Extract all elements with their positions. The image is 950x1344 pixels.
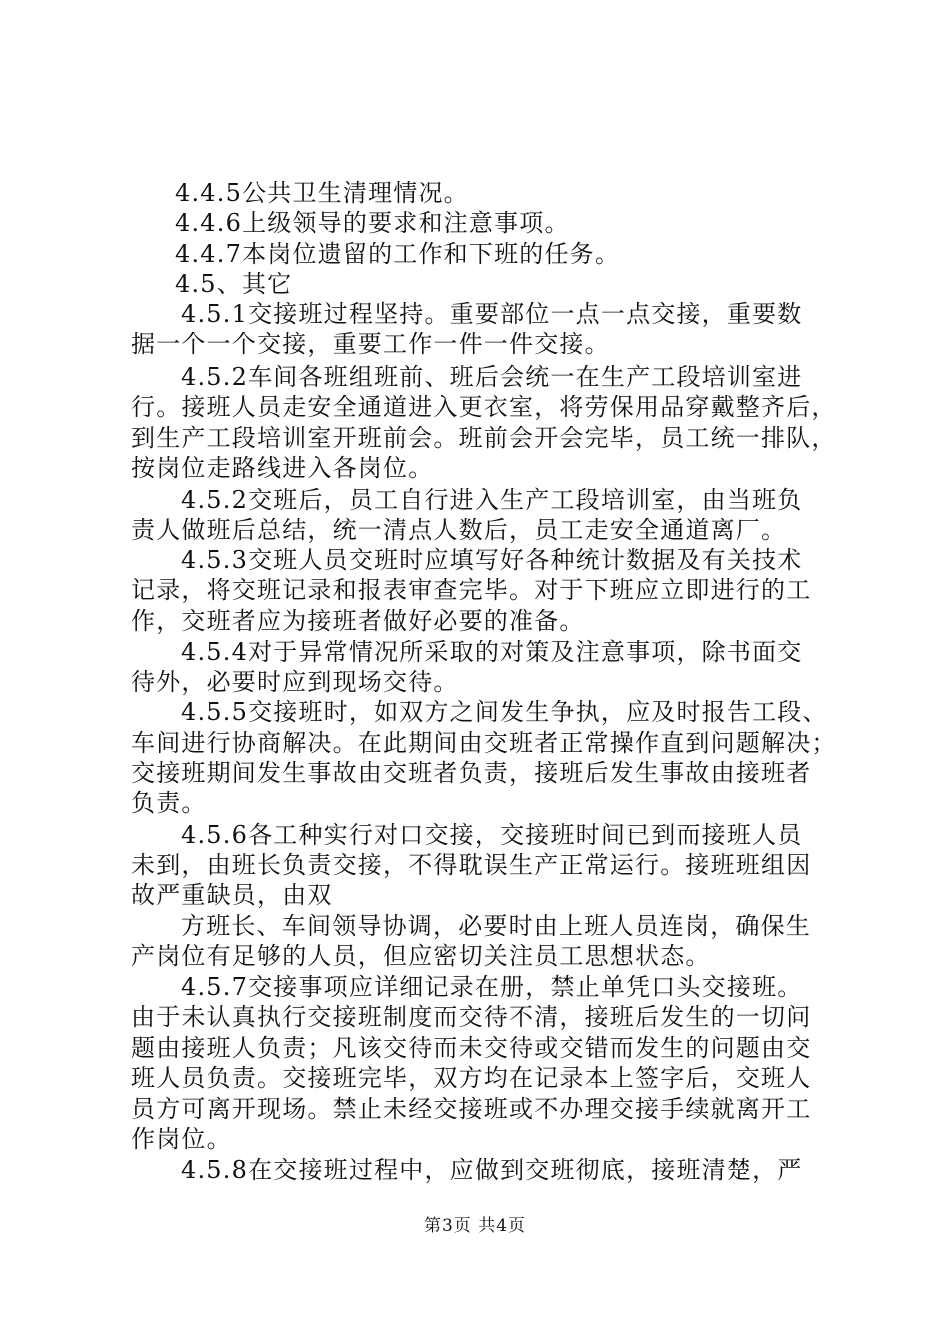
body-line: 班人员负责。交接班完毕，双方均在记录本上签字后，交班人	[131, 1064, 812, 1092]
body-line: 题由接班人负责；凡该交待而未交待或交错而发生的问题由交	[131, 1034, 812, 1062]
body-line: 员方可离开现场。禁止未经交接班或不办理交接手续就离开工	[131, 1095, 812, 1123]
body-line: 4.5.4对于异常情况所采取的对策及注意事项，除书面交	[181, 638, 803, 666]
body-line: 4.5.3交班人员交班时应填写好各种统计数据及有关技术	[181, 546, 803, 574]
body-line: 4.5.2交班后，员工自行进入生产工段培训室，由当班负	[181, 486, 803, 514]
body-line: 4.4.7本岗位遗留的工作和下班的任务。	[175, 240, 621, 268]
body-line: 4.5.6各工种实行对口交接，交接班时间已到而接班人员	[181, 821, 803, 849]
body-line: 交接班期间发生事故由交班者负责，接班后发生事故由接班者	[131, 759, 812, 787]
body-line: 据一个一个交接，重要工作一件一件交接。	[131, 330, 610, 358]
body-line: 故严重缺员，由双	[131, 881, 333, 909]
body-line: 4.4.6上级领导的要求和注意事项。	[175, 209, 570, 237]
body-line: 负责。	[131, 789, 207, 817]
body-line: 行。接班人员走安全通道进入更衣室，将劳保用品穿戴整齐后，	[131, 393, 837, 421]
body-line: 4.5.8在交接班过程中，应做到交班彻底，接班清楚，严	[181, 1156, 803, 1184]
body-line: 待外，必要时应到现场交待。	[131, 668, 459, 696]
body-line: 记录，将交班记录和报表审查完毕。对于下班应立即进行的工	[131, 576, 812, 604]
body-line: 产岗位有足够的人员，但应密切关注员工思想状态。	[131, 942, 711, 970]
body-line: 4.4.5公共卫生清理情况。	[175, 179, 469, 207]
body-line: 未到，由班长负责交接，不得耽误生产正常运行。接班班组因	[131, 851, 812, 879]
body-line: 4.5.1交接班过程坚持。重要部位一点一点交接，重要数	[181, 300, 803, 328]
body-line: 车间进行协商解决。在此期间由交班者正常操作直到问题解决；	[131, 729, 837, 757]
body-line: 4.5.5交接班时，如双方之间发生争执，应及时报告工段、	[181, 698, 828, 726]
body-line: 按岗位走路线进入各岗位。	[131, 454, 434, 482]
body-line: 到生产工段培训室开班前会。班前会开会完毕，员工统一排队，	[131, 424, 837, 452]
body-line: 4.5、其它	[175, 270, 293, 298]
body-line: 由于未认真执行交接班制度而交待不清，接班后发生的一切问	[131, 1003, 812, 1031]
body-line: 4.5.7交接事项应详细记录在册，禁止单凭口头交接班。	[181, 973, 803, 1001]
body-line: 作，交班者应为接班者做好必要的准备。	[131, 607, 585, 635]
body-line: 方班长、车间领导协调，必要时由上班人员连岗，确保生	[181, 912, 811, 940]
body-line: 责人做班后总结，统一清点人数后，员工走安全通道离厂。	[131, 516, 787, 544]
body-line: 作岗位。	[131, 1125, 232, 1153]
body-line: 4.5.2车间各班组班前、班后会统一在生产工段培训室进	[181, 363, 803, 391]
page-footer: 第3页 共4页	[423, 1216, 527, 1236]
